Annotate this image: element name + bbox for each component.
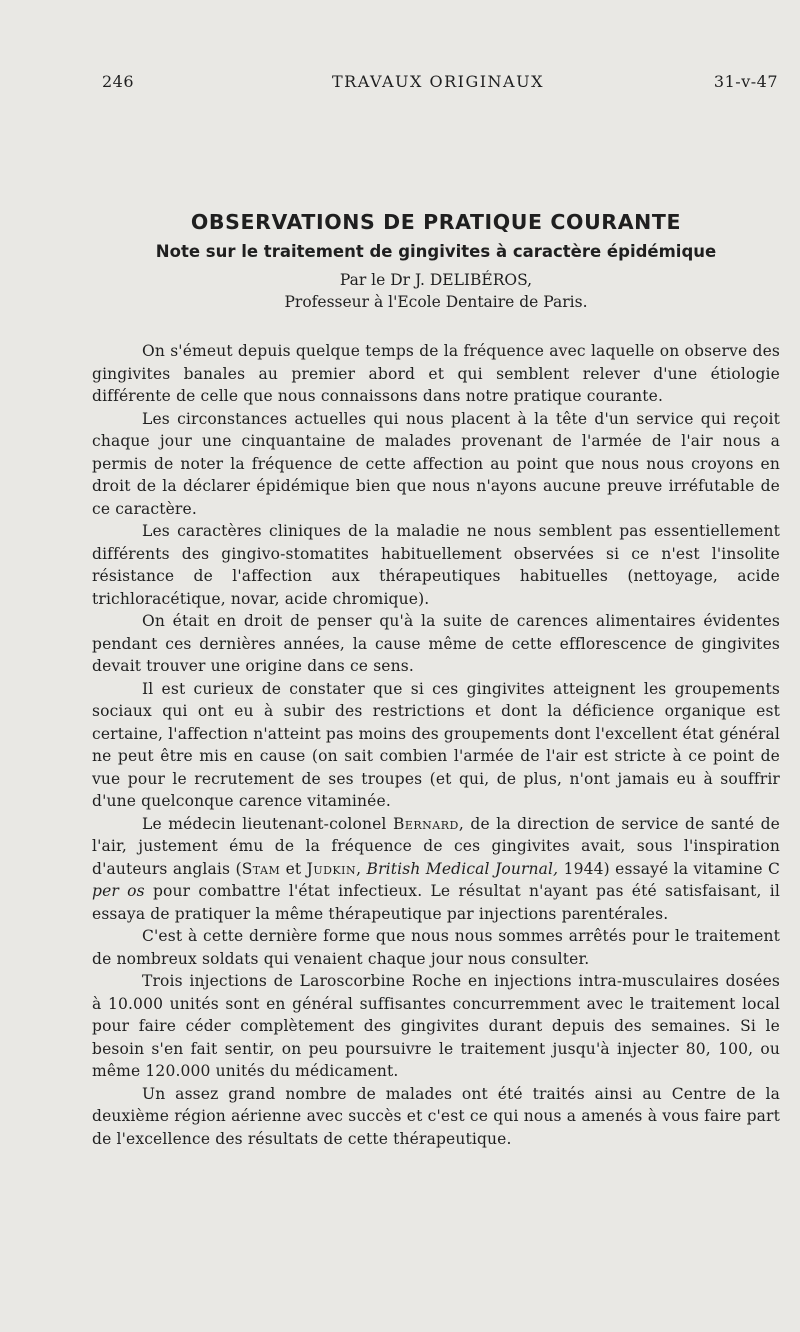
p6-text-d: , bbox=[356, 859, 367, 878]
paragraph-2: Les circonstances actuelles qui nous placent à la tête d'un service qui reçoit chaque jour une cinquantaine de malades provenant de l'armée de l'air nous a permis de noter la fréquence de cette affection au point que nous nous croyons en droit de la déclarer épidémique bien que nous n'ayons aucune preuve irréfutable de ce caractère. bbox=[92, 409, 780, 518]
paragraph-7: C'est à cette dernière forme que nous nous sommes arrêtés pour le traitement de nombreux soldats qui venaient chaque jour nous consulter. bbox=[92, 927, 780, 968]
author-affiliation: Professeur à l'Ecole Dentaire de Paris. bbox=[284, 293, 588, 311]
section-title: OBSERVATIONS DE PRATIQUE COURANTE bbox=[190, 210, 682, 234]
paragraph-4: On était en droit de penser qu'à la suite de carences alimentaires évidentes pendant ces dernières années, la cause même de cette efflorescence de gingivites devait trouver une origine dans ce sens. bbox=[92, 612, 780, 675]
paragraph-3: Les caractères cliniques de la maladie ne nous semblent pas essentiellement différents des gingivo-stomatites habituellement observées si ce n'est l'insolite résistance de l'affection aux thérapeutiques habituelles (nettoyage, acide trichloracétique, novar, acide chromique). bbox=[92, 522, 780, 608]
author-name-stam: Stam bbox=[241, 859, 281, 878]
author-line: Par le Dr J. DELIBÉROS, bbox=[339, 271, 533, 289]
paragraph-5: Il est curieux de constater que si ces gingivites atteignent les groupements sociaux qui ont eu à subir des restrictions et dont la déficience organique est certaine, l'affection n'atteint pas moins des groupements dont l'excellent état général ne peut être mis en cause (on sait combien l'armée de l'air est stricte à ce point de vue pour le recrutement de ses troupes (et qui, de plus, n'ont jamais eu à souffrir d'une quelconque carence vitaminée. bbox=[92, 679, 781, 810]
issue-date: 31-v-47 bbox=[713, 72, 778, 91]
paragraph-9: Un assez grand nombre de malades ont été traités ainsi au Centre de la deuxième région aérienne avec succès et c'est ce qui nous a amenés à vous faire part de l'excellence des résultats de cette thérapeutique. bbox=[92, 1084, 780, 1148]
p6-text-b: , de la direction de service de santé de l'air, justement ému de la fréquence de ces gingivites avait, sous l'inspiration d'auteurs anglais ( bbox=[92, 814, 780, 878]
author-name-judkin: Judkin bbox=[306, 859, 357, 878]
page-number: 246 bbox=[102, 72, 135, 91]
author-name-bernard: Bernard bbox=[392, 814, 459, 833]
p6-text-f: pour combattre l'état infectieux. Le résultat n'ayant pas été satisfaisant, il essaya de pratiquer la même thérapeutique par injections parentérales. bbox=[92, 882, 780, 923]
article-heading bbox=[92, 208, 780, 313]
p6-text-a: Le médecin lieutenant-colonel bbox=[142, 814, 393, 833]
paragraph-6 bbox=[92, 813, 780, 926]
paragraph-8: Trois injections de Laroscorbine Roche en injections intra-musculaires dosées à 10.000 unités sont en général suffisantes concurremment avec le traitement local pour faire céder complètement des gingivites durant depuis des semaines. Si le besoin s'en fait sentir, on peu poursuivre le traitement jusqu'à injecter 80, 100, ou même 120.000 unités du médicament. bbox=[92, 972, 780, 1080]
p6-text-e: 1944) essayé la vitamine C bbox=[558, 859, 781, 878]
running-header bbox=[98, 72, 778, 96]
latin-per-os: per os bbox=[92, 882, 145, 900]
article-subtitle: Note sur le traitement de gingivites à caractère épidémique bbox=[155, 242, 717, 261]
article-body bbox=[92, 340, 780, 1150]
paragraph-1: On s'émeut depuis quelque temps de la fréquence avec laquelle on observe des gingivites banales au premier abord et qui semblent relever d'une étiologie différente de celle que nous connaissons dans notre pratique courante. bbox=[92, 342, 780, 405]
journal-title: British Medical Journal, bbox=[366, 859, 559, 878]
p6-text-c: et bbox=[280, 859, 307, 878]
running-title: TRAVAUX ORIGINAUX bbox=[332, 72, 544, 91]
